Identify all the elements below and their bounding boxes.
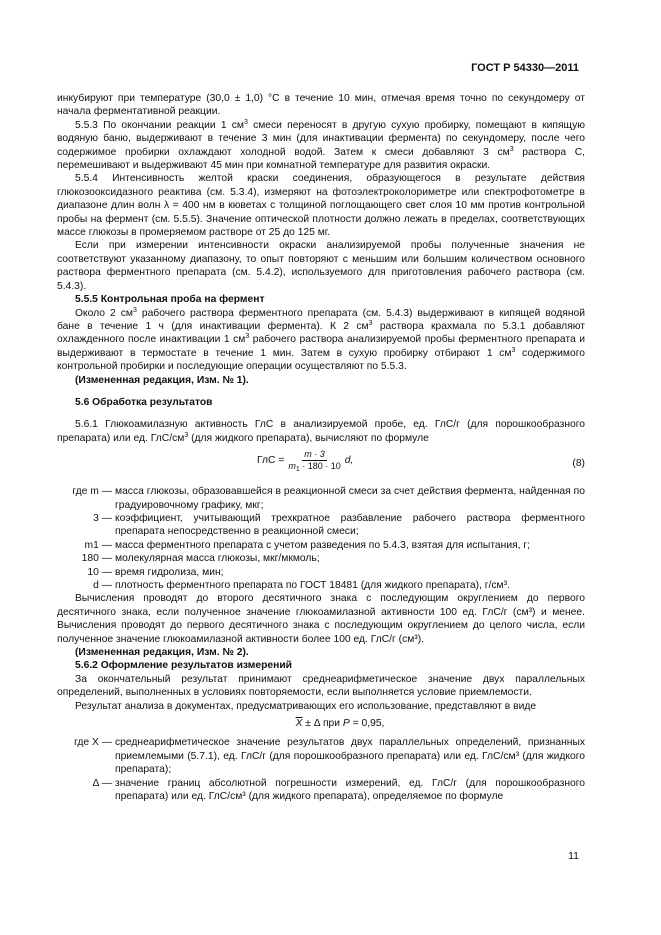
definition-d: d — плотность ферментного препарата по ГОСТ 18481 (для жидкого препарата), г/см³. [93, 580, 510, 591]
heading-5-6-2: 5.6.2 Оформление результатов измерений [75, 660, 292, 672]
document-header: ГОСТ Р 54330—2011 [471, 62, 579, 74]
paragraph-5-6-1: 5.6.1 Глюкоамилазную активность ГлС в анализируемой пробе, ед. ГлС/г (для порошкообразного препарата) или ед. ГлС/$см^3$ (для жидкого препарата), вычисляют по формуле [57, 419, 585, 444]
definition-180: 180 — молекулярная масса глюкозы, мкг/мкмоль; [81, 553, 320, 565]
formula-result: $\overline{X} \pm \Delta$ при P = 0,95, [295, 718, 385, 730]
formula-lhs: ГлС = [257, 454, 285, 466]
formula-number: (8) [572, 458, 585, 470]
definition-10: 10 — время гидролиза, мин; [87, 566, 224, 578]
definition-3: 3 — коэффициент, учитывающий трехкратное разбавление рабочего раствора ферментного препарата непосредственно в реакционной смеси; [93, 512, 585, 538]
paragraph-5-5-4: 5.5.4 Интенсивность желтой краски соединения, образующегося в результате действия глюкозооксидазного реактива (см. 5.3.4), измеряют на фотоэлектроколориметре или спектрофотометре в диапазоне длин волн λ = 400 нм в кюветах с толщиной поглощающего свет слоя 10 мм против контрольной пробы на фермент (см. 5.5.5). Значение оптической плотности должно лежать в пределах, соответствующих массе глюкозы в промеряемом растворе от 25 до 125 мг. [57, 173, 585, 239]
definition-delta: Δ — значение границ абсолютной погрешности измерений, ед. ГлС/г (для порошкообразного препарата) или ед. ГлС/см³ (для жидкого препарата), определяемое по формуле [92, 777, 585, 803]
heading-5-5-5: 5.5.5 Контрольная проба на фермент [75, 294, 265, 306]
definition-m: где m — масса глюкозы, образовавшейся в реакционной смеси за счет действия фермента, найденная по градуировочному графику, мкг; [72, 486, 585, 511]
heading-5-6: 5.6 Обработка результатов [75, 396, 213, 408]
paragraph-rounding: Вычисления проводят до второго десятичного знака с последующим округлением до первого десятичного знака, если полученное значение глюкоамилазной активности 100 ед. ГлС/г (см³) и менее. Вычисления проводят до первого десятичного знака с последующим округлением до целого числа, если полученное значение глюкоамилазной активности более 100 ед. ГлС/г (см³). [57, 593, 585, 645]
amendment-note-2: (Измененная редакция, Изм. № 2). [75, 647, 249, 659]
paragraph-5-5-5: Около 2 $см^3$ рабочего раствора ферментного препарата (см. 5.4.3) выдерживают в кипящей водяной бане в течение 1 ч (для инактивации фермента). К 2 $см^3$ раствора крахмала по 5.3.1 добавляют охлажденного после инактивации 1 $см^3$ рабочего раствора анализируемой пробы ферментного препарата и выдерживают в термостате в течение 1 мин. Затем в сухую пробирку отбирают 1 $см^3$ содержимого контрольной пробирки и последующие операции осуществляют по 5.5.3. [57, 306, 585, 373]
paragraph-incubation: инкубируют при температуре (30,0 ± 1,0) °С в течение 10 мин, отмечая время точно по секундомеру от начала ферментативной реакции. [57, 93, 585, 118]
page-content [57, 92, 585, 804]
result-definitions [57, 736, 585, 803]
page-number: 11 [568, 850, 579, 862]
paragraph-result-form: Результат анализа в документах, предусматривающих его использование, представляют в виде [75, 700, 537, 712]
definition-xbar: где X — среднеарифметическое значение результатов двух параллельных определений, признанных приемлемыми (5.7.1), ед. ГлС/г (для порошкообразного препарата) или ед. ГлС/см³ (для жидкого препарата); [74, 737, 585, 776]
amendment-note-1: (Измененная редакция, Изм. № 1). [75, 374, 249, 386]
paragraph-final-result: За окончательный результат принимают среднеарифметическое значение двух параллельных определений, выполненных в условиях повторяемости, если выполняется условие приемлемости. [57, 673, 585, 699]
paragraph-5-5-3: 5.5.3 По окончании реакции 1 $см^3$ смеси переносят в другую сухую пробирку, помещают в кипящую водяную баню, выдерживают в течение 3 мин (для инактивации фермента) по секундомеру, после чего содержимое пробирки охлаждают холодной водой. Затем к смеси добавляют 3 $см^3$ раствора С, перемешивают и выдерживают 45 мин при комнатной температуре для развития окраски. [57, 118, 585, 172]
paragraph-range-note: Если при измерении интенсивности окраски анализируемой пробы полученные значения не соответствуют указанному диапазону, то опыт повторяют с меньшим или большим количеством основного раствора ферментного препарата (см. 5.4.2), используемого для приготовления рабочего раствора (см. 5.4.3). [57, 240, 585, 292]
formula-8 [57, 445, 585, 481]
formula-fraction: $\frac{m \cdot 3}{m_1 \cdot 180 \cdot 10}$ [288, 449, 341, 474]
formula-8-definitions [57, 485, 585, 592]
definition-m1: m1 — масса ферментного препарата с учетом разведения по 5.4.3, взятая для испытания, г; [84, 539, 531, 551]
formula-tail: d, [344, 454, 354, 466]
